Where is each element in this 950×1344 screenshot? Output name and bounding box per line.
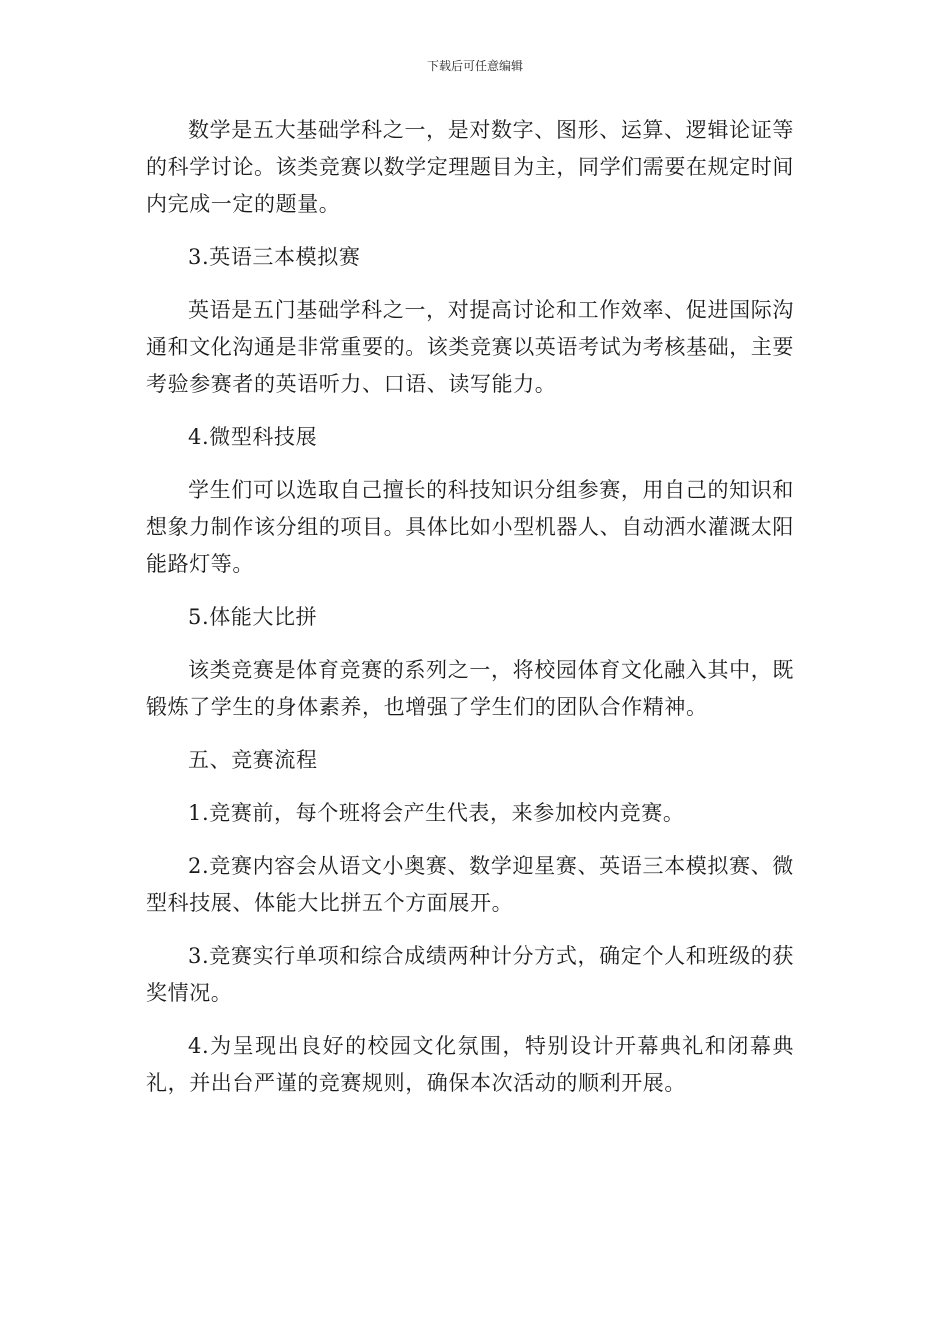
heading-contest-process: 五、竞赛流程 (188, 748, 318, 772)
heading-fitness-contest: 5.体能大比拼 (188, 605, 318, 629)
paragraph-math-description: 数学是五大基础学科之一，是对数字、图形、运算、逻辑论证等的科学讨论。该类竞赛以数学定理题目为主，同学们需要在规定时间内完成一定的题量。 (146, 118, 794, 216)
heading-english-contest: 3.英语三本模拟赛 (188, 245, 361, 269)
page-header-note: 下载后可任意编辑 (426, 59, 523, 73)
heading-tech-exhibition: 4.微型科技展 (188, 425, 318, 449)
document-body (146, 112, 794, 1118)
paragraph-fitness-description: 该类竞赛是体育竞赛的系列之一，将校园体育文化融入其中，既锻炼了学生的身体素养，也增强了学生们的团队合作精神。 (146, 658, 794, 719)
process-step-3: 3.竞赛实行单项和综合成绩两种计分方式，确定个人和班级的获奖情况。 (146, 944, 794, 1005)
process-step-1: 1.竞赛前，每个班将会产生代表，来参加校内竞赛。 (188, 801, 685, 825)
paragraph-tech-description: 学生们可以选取自己擅长的科技知识分组参赛，用自己的知识和想象力制作该分组的项目。具体比如小型机器人、自动洒水灌溉太阳能路灯等。 (146, 478, 794, 576)
process-step-2: 2.竞赛内容会从语文小奥赛、数学迎星赛、英语三本模拟赛、微型科技展、体能大比拼五个方面展开。 (146, 854, 794, 915)
paragraph-english-description: 英语是五门基础学科之一，对提高讨论和工作效率、促进国际沟通和文化沟通是非常重要的。该类竞赛以英语考试为考核基础，主要考验参赛者的英语听力、口语、读写能力。 (146, 298, 794, 396)
process-step-4: 4.为呈现出良好的校园文化氛围，特别设计开幕典礼和闭幕典礼，并出台严谨的竞赛规则，确保本次活动的顺利开展。 (146, 1034, 794, 1095)
